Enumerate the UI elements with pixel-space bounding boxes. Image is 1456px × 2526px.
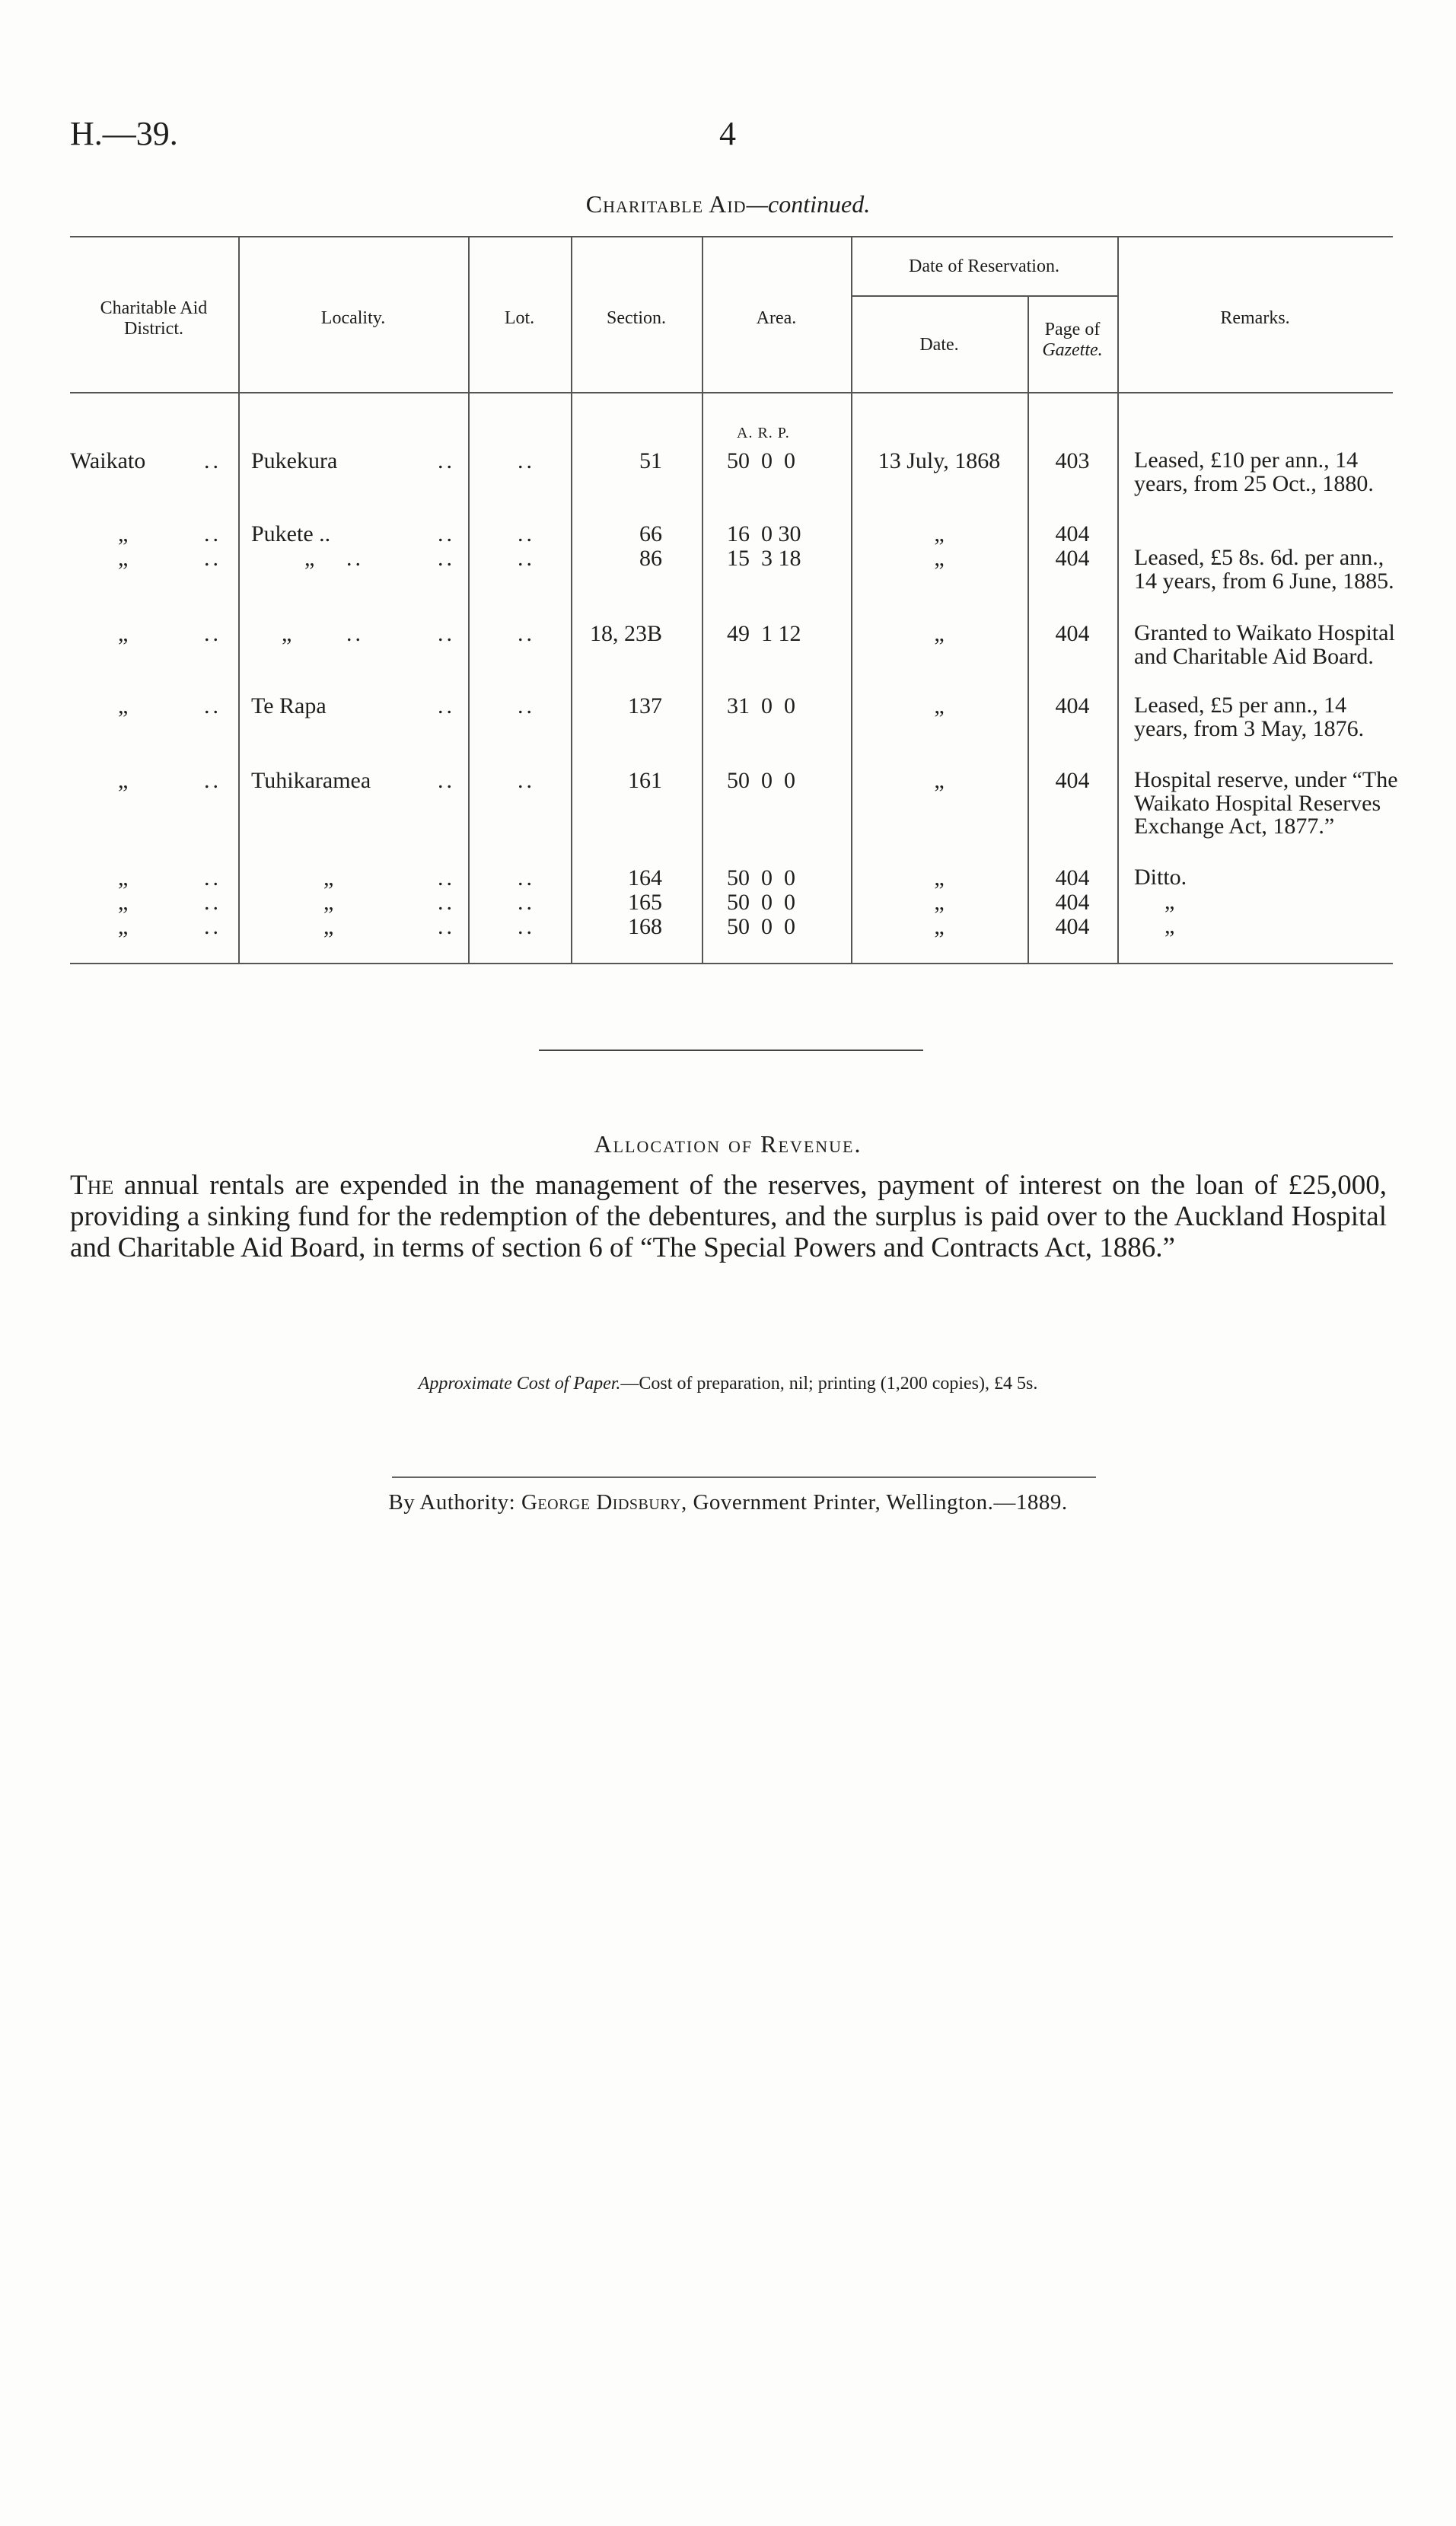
row-9-page: 404 <box>1055 914 1090 939</box>
row-3-page: 404 <box>1055 546 1090 571</box>
section-title-suffix: —continued. <box>746 190 871 218</box>
column-header-area: Area. <box>756 308 797 328</box>
lot-placeholder: .. <box>518 768 535 793</box>
row-3-section: 86 <box>639 546 662 571</box>
document-code: H.—39. <box>70 115 178 152</box>
allocation-body: annual rentals are expended in the management of the reserves, payment of interest on the loan of £25,000, providing a sinking fund for the redemption of the debentures, and the surplus is paid over to the Auckland Hospital and Charitable Aid Board, in terms of section 6 of “The Special Powers and Contracts Act, 1886.” <box>70 1170 1387 1263</box>
row-2-district: „ <box>118 521 129 546</box>
row-1-remarks: Leased, £10 per ann., 14 years, from 25 Oct., 1880. <box>1134 448 1374 496</box>
row-7-area: 50 0 0 <box>727 865 795 890</box>
row-8-date: „ <box>934 890 945 915</box>
row-1-section: 51 <box>639 448 662 473</box>
leader-dots: .. <box>438 865 455 890</box>
area-units: A. R. P. <box>737 425 790 441</box>
row-5-remarks: Leased, £5 per ann., 14 years, from 3 May, 1876. <box>1134 693 1365 741</box>
row-1-date: 13 July, 1868 <box>878 448 1001 473</box>
row-6-remarks: Hospital reserve, under “The Waikato Hospital Reserves Exchange Act, 1877.” <box>1134 767 1398 839</box>
leader-dots: .. <box>346 621 364 646</box>
lot-placeholder: .. <box>518 693 535 718</box>
row-9-remarks: „ <box>1164 913 1175 938</box>
leader-dots: .. <box>204 693 221 718</box>
column-divider <box>571 236 572 963</box>
row-4-date: „ <box>934 621 945 646</box>
row-8-locality: „ <box>323 890 334 915</box>
leader-dots: .. <box>346 546 364 571</box>
leader-dots: .. <box>204 865 221 890</box>
leader-dots: .. <box>204 521 221 546</box>
row-3-locality: „ <box>304 546 315 571</box>
column-header-remarks: Remarks. <box>1220 308 1290 328</box>
column-header-gazette: Gazette. <box>1042 340 1103 360</box>
row-5-district: „ <box>118 693 129 718</box>
column-header-section: Section. <box>607 308 666 328</box>
row-3-area: 15 3 18 <box>727 546 801 571</box>
leader-dots: .. <box>438 448 455 473</box>
row-4-page: 404 <box>1055 621 1090 646</box>
column-divider <box>468 236 470 963</box>
row-1-locality: Pukekura <box>251 448 338 473</box>
row-8-page: 404 <box>1055 890 1090 915</box>
column-divider <box>1117 236 1119 963</box>
row-7-remarks: Ditto. <box>1134 865 1187 890</box>
leader-dots: .. <box>204 448 221 473</box>
column-divider <box>238 236 240 963</box>
table-top-rule <box>70 236 1393 237</box>
column-header-date-group: Date of Reservation. <box>909 256 1059 276</box>
table-header-rule <box>70 392 1393 393</box>
row-4-area: 49 1 12 <box>727 621 801 646</box>
row-6-date: „ <box>934 768 945 793</box>
lot-placeholder: .. <box>518 448 535 473</box>
row-3-district: „ <box>118 546 129 571</box>
row-6-page: 404 <box>1055 768 1090 793</box>
lot-placeholder: .. <box>518 914 535 939</box>
leader-dots: .. <box>204 768 221 793</box>
lot-placeholder: .. <box>518 546 535 571</box>
row-6-section: 161 <box>628 768 662 793</box>
leader-dots: .. <box>438 546 455 571</box>
row-9-date: „ <box>934 914 945 939</box>
row-5-date: „ <box>934 693 945 718</box>
section-title <box>0 190 1456 218</box>
date-group-rule <box>851 295 1117 297</box>
cost-text: —Cost of preparation, nil; printing (1,200 copies), £4 5s. <box>620 1374 1038 1394</box>
lot-placeholder: .. <box>518 521 535 546</box>
allocation-lead: The <box>70 1170 114 1201</box>
row-2-page: 404 <box>1055 521 1090 546</box>
footer-separator <box>392 1476 1096 1478</box>
cost-label: Approximate Cost of Paper. <box>418 1374 621 1394</box>
row-7-locality: „ <box>323 865 334 890</box>
printer-imprint <box>0 1490 1456 1515</box>
section-title-main: Charitable Aid <box>585 190 747 218</box>
row-9-section: 168 <box>628 914 662 939</box>
leader-dots: .. <box>204 914 221 939</box>
row-5-area: 31 0 0 <box>727 693 795 718</box>
row-1-page: 403 <box>1055 448 1090 473</box>
row-2-locality: Pukete .. <box>251 521 331 546</box>
allocation-title: Allocation of Revenue. <box>594 1130 862 1158</box>
row-7-section: 164 <box>628 865 662 890</box>
row-9-district: „ <box>118 914 129 939</box>
printer-prefix: By Authority: <box>388 1490 516 1515</box>
row-3-date: „ <box>934 546 945 571</box>
row-2-date: „ <box>934 521 945 546</box>
row-9-locality: „ <box>323 914 334 939</box>
row-1-district: Waikato <box>70 448 146 473</box>
row-1-area: 50 0 0 <box>727 448 795 473</box>
leader-dots: .. <box>438 890 455 915</box>
row-6-district: „ <box>118 768 129 793</box>
lot-placeholder: .. <box>518 890 535 915</box>
row-8-district: „ <box>118 890 129 915</box>
lot-placeholder: .. <box>518 621 535 646</box>
row-5-page: 404 <box>1055 693 1090 718</box>
row-7-date: „ <box>934 865 945 890</box>
lot-placeholder: .. <box>518 865 535 890</box>
column-header-locality: Locality. <box>320 308 386 328</box>
row-8-area: 50 0 0 <box>727 890 795 915</box>
column-header-page <box>1027 320 1117 361</box>
row-7-district: „ <box>118 865 129 890</box>
row-4-section: 18, 23B <box>589 621 662 646</box>
row-8-section: 165 <box>628 890 662 915</box>
column-header-page-line1: Page of <box>1044 320 1101 339</box>
row-4-remarks: Granted to Waikato Hospital and Charitable Aid Board. <box>1134 620 1395 669</box>
leader-dots: .. <box>438 768 455 793</box>
table-bottom-rule <box>70 963 1393 964</box>
column-header-district: Charitable Aid District. <box>100 298 208 339</box>
row-5-locality: Te Rapa <box>251 693 327 718</box>
leader-dots: .. <box>438 914 455 939</box>
leader-dots: .. <box>204 890 221 915</box>
row-4-district: „ <box>118 621 129 646</box>
row-2-area: 16 0 30 <box>727 521 801 546</box>
row-6-locality: Tuhikaramea <box>251 768 371 793</box>
printer-suffix: , Government Printer, Wellington.—1889. <box>680 1490 1068 1515</box>
row-4-locality: „ <box>282 621 292 646</box>
column-header-date: Date. <box>919 335 959 355</box>
leader-dots: .. <box>204 621 221 646</box>
section-separator <box>539 1050 923 1051</box>
allocation-paragraph <box>70 1170 1387 1263</box>
row-5-section: 137 <box>628 693 662 718</box>
row-2-section: 66 <box>639 521 662 546</box>
leader-dots: .. <box>204 546 221 571</box>
leader-dots: .. <box>438 621 455 646</box>
row-7-page: 404 <box>1055 865 1090 890</box>
column-divider <box>702 236 703 963</box>
leader-dots: .. <box>438 693 455 718</box>
cost-note <box>0 1374 1456 1394</box>
printer-name: George Didsbury <box>521 1490 681 1515</box>
row-9-area: 50 0 0 <box>727 914 795 939</box>
row-8-remarks: „ <box>1164 889 1175 914</box>
page-number: 4 <box>719 115 736 152</box>
row-6-area: 50 0 0 <box>727 768 795 793</box>
leader-dots: .. <box>438 521 455 546</box>
column-header-lot: Lot. <box>504 308 535 328</box>
row-3-remarks: Leased, £5 8s. 6d. per ann., 14 years, from 6 June, 1885. <box>1134 545 1394 594</box>
